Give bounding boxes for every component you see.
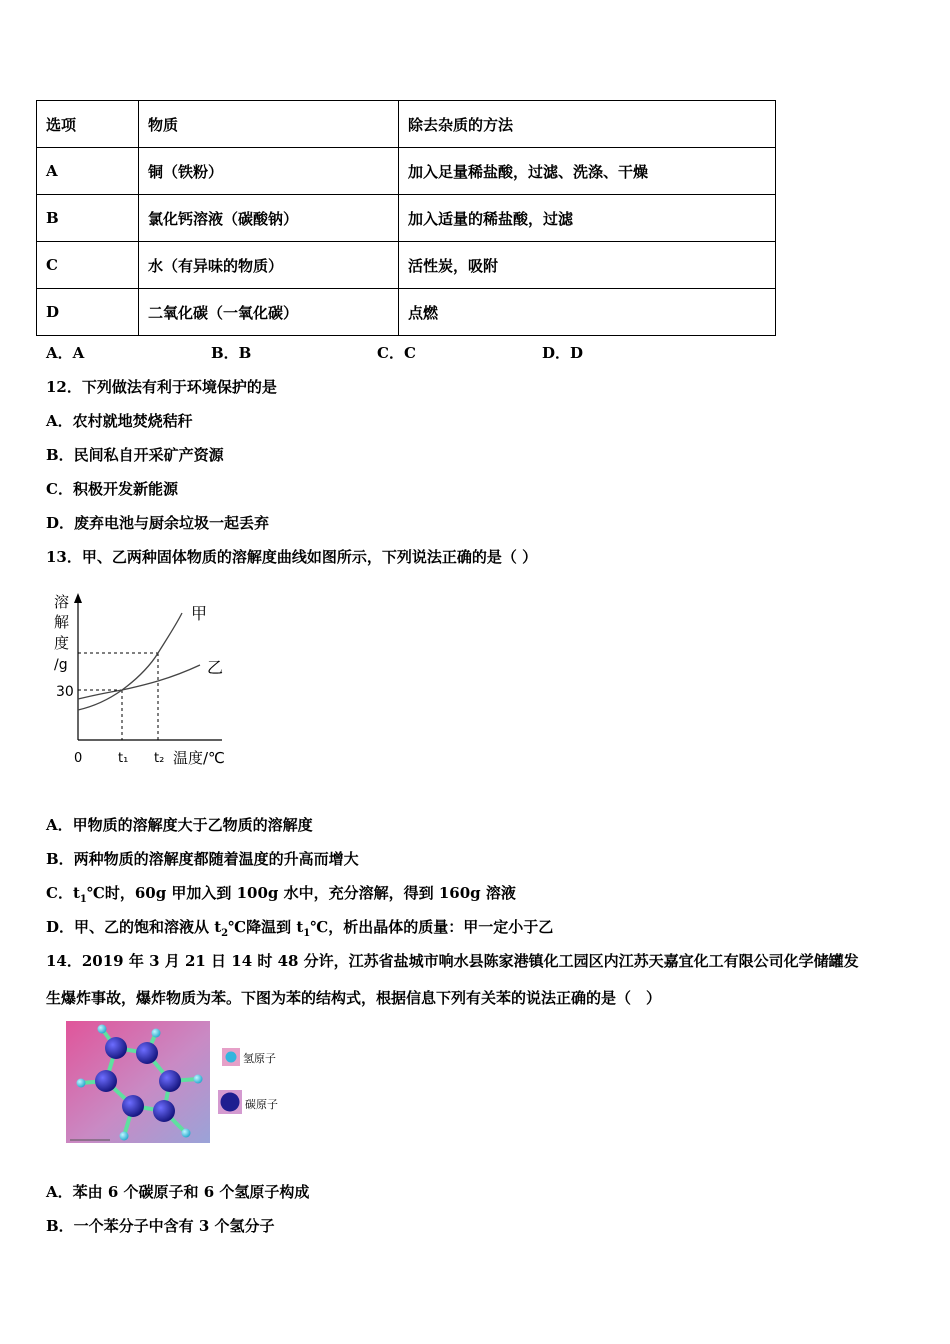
question-13-stem: 13．甲、乙两种固体物质的溶解度曲线如图所示，下列说法正确的是（ ） xyxy=(46,548,538,566)
legend-hydrogen-label: 氢原子 xyxy=(243,1052,276,1065)
q12-option-a: A．农村就地焚烧秸秆 xyxy=(46,412,193,430)
q13-option-c: C．$t_1℃$时，60g 甲加入到 100g 水中，充分溶解，得到 160g 溶液 xyxy=(46,884,516,905)
y-axis-arrow-icon xyxy=(74,593,82,603)
table-row xyxy=(37,148,776,195)
q12-option-d: D．废弃电池与厨余垃圾一起丢弃 xyxy=(46,514,270,532)
table-row xyxy=(37,242,776,289)
table-header: 除去杂质的方法 xyxy=(399,101,776,148)
question-12-stem: 12．下列做法有利于环境保护的是 xyxy=(46,378,277,396)
table-row xyxy=(37,195,776,242)
table-cell: 加入适量的稀盐酸，过滤 xyxy=(399,195,776,242)
x-origin-label: 0 xyxy=(74,751,83,766)
table-cell: 铜（铁粉） xyxy=(139,148,399,195)
y-label-char: 解 xyxy=(54,613,70,631)
q12-option-c: C．积极开发新能源 xyxy=(46,480,178,498)
question-14-stem-line2: 生爆炸事故，爆炸物质为苯。下图为苯的结构式，根据信息下列有关苯的说法正确的是（ ） xyxy=(46,989,662,1007)
table-header: 选项 xyxy=(37,101,139,148)
y-label-char: 溶 xyxy=(54,593,70,611)
q13-option-a: A．甲物质的溶解度大于乙物质的溶解度 xyxy=(46,816,313,834)
table-row xyxy=(37,289,776,336)
q14-option-b: B．一个苯分子中含有 3 个氢分子 xyxy=(46,1217,275,1235)
q14-option-a: A．苯由 6 个碳原子和 6 个氢原子构成 xyxy=(46,1183,310,1201)
curve-yi xyxy=(78,665,200,699)
answer-option-a: A．A xyxy=(46,344,85,362)
q12-option-b: B．民间私自开采矿产资源 xyxy=(46,446,224,464)
table-cell: 氯化钙溶液（碳酸钠） xyxy=(139,195,399,242)
table-header: 物质 xyxy=(139,101,399,148)
x-axis-label: 温度/℃ xyxy=(173,749,225,767)
legend-carbon-label: 碳原子 xyxy=(245,1098,278,1111)
q13-option-d: D．甲、乙的饱和溶液从 $t_2℃$降温到 $t_1℃$，析出晶体的质量：甲一定小于乙 xyxy=(46,918,554,939)
x-tick-t2: t₂ xyxy=(154,751,165,766)
table-cell: 活性炭，吸附 xyxy=(399,242,776,289)
table-cell: B xyxy=(37,195,139,242)
table-cell: 二氧化碳（一氧化碳） xyxy=(139,289,399,336)
solubility-curve-graph xyxy=(40,585,240,775)
table-cell: 加入足量稀盐酸，过滤、洗涤、干燥 xyxy=(399,148,776,195)
options-table xyxy=(36,100,776,336)
curve-yi-label: 乙 xyxy=(207,658,224,677)
x-tick-t1: t₁ xyxy=(118,751,129,766)
table-cell: A xyxy=(37,148,139,195)
curve-jia-label: 甲 xyxy=(191,604,208,623)
y-tick-30: 30 xyxy=(56,684,74,700)
carbon-atom-icon xyxy=(218,1090,242,1114)
table-cell: D xyxy=(37,289,139,336)
answer-option-c: C．C xyxy=(377,344,416,362)
table-cell: 点燃 xyxy=(399,289,776,336)
table-header-row xyxy=(37,101,776,148)
answer-option-b: B．B xyxy=(211,344,252,362)
table-cell: 水（有异味的物质） xyxy=(139,242,399,289)
q13-option-b: B．两种物质的溶解度都随着温度的升高而增大 xyxy=(46,850,359,868)
hydrogen-atom-icon xyxy=(222,1048,240,1066)
answer-option-d: D．D xyxy=(542,344,584,362)
table-cell: C xyxy=(37,242,139,289)
question-14-stem-line1: 14．2019 年 3 月 21 日 14 时 48 分许，江苏省盐城市响水县陈家港镇化工园区内江苏天嘉宜化工有限公司化学储罐发 xyxy=(46,952,859,970)
y-label-char: /g xyxy=(54,657,68,673)
benzene-model-image xyxy=(66,1021,210,1143)
y-label-char: 度 xyxy=(54,634,70,652)
